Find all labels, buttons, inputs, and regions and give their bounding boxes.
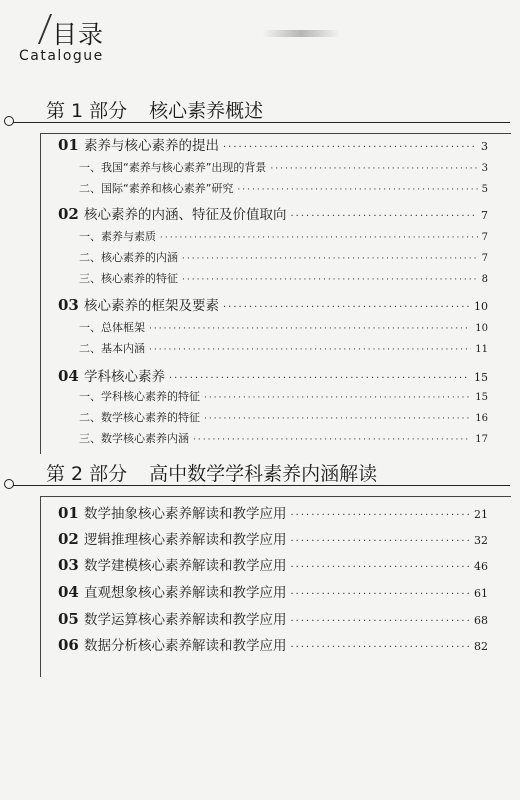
toc-entry[interactable] (58, 634, 488, 654)
part-2-circle-bullet (4, 479, 14, 489)
toc-entry[interactable] (58, 294, 488, 314)
dot-leader (149, 324, 471, 334)
section-number: 05 (58, 610, 79, 628)
page-number: 10 (475, 323, 488, 334)
section-title: 学科核心素养 (84, 369, 165, 385)
subsection-title: 二、核心素养的内涵 (79, 251, 178, 264)
part-heading-2 (0, 459, 520, 499)
subsection-title: 二、国际“素养和核心素养”研究 (79, 182, 234, 195)
toc-subentry[interactable] (79, 340, 488, 356)
page-number: 21 (474, 508, 488, 521)
dot-leader (149, 345, 471, 355)
part-2-rule (10, 485, 510, 486)
dot-leader (291, 211, 478, 222)
toc-entry[interactable] (58, 528, 488, 548)
section-number: 04 (58, 583, 79, 601)
subsection-title: 三、核心素养的特征 (79, 272, 178, 285)
toc-entry[interactable] (58, 134, 488, 154)
section-number: 04 (58, 367, 79, 385)
part-2-title: 高中数学学科素养内涵解读 (149, 463, 378, 485)
page-number: 46 (474, 560, 488, 573)
toc-subentry[interactable] (79, 249, 488, 265)
part-heading-1 (0, 96, 520, 136)
toc-entry[interactable] (58, 581, 488, 601)
section-number: 02 (58, 530, 79, 548)
toc-subentry[interactable] (79, 180, 488, 196)
toc-entry[interactable] (58, 365, 488, 385)
subsection-title: 一、学科核心素养的特征 (79, 390, 200, 403)
section-title: 数学运算核心素养解读和教学应用 (84, 612, 287, 628)
subsection-title: 一、素养与素质 (79, 230, 156, 243)
page-number: 16 (475, 413, 488, 424)
scan-smudge (262, 30, 340, 37)
subsection-title: 二、基本内涵 (79, 342, 145, 355)
page-number: 7 (481, 209, 488, 222)
dot-leader (237, 185, 477, 195)
dot-leader (291, 562, 471, 573)
page-number: 15 (474, 371, 488, 384)
page-number: 10 (474, 300, 488, 313)
page-number: 7 (481, 232, 488, 243)
part-1-heading-text (46, 96, 263, 123)
toc-subentry[interactable] (79, 319, 488, 335)
toc-entry[interactable] (58, 554, 488, 574)
section-number: 01 (58, 504, 79, 522)
page-number: 8 (481, 274, 488, 285)
section-number: 03 (58, 296, 79, 314)
page-title: 目录 (52, 20, 105, 49)
dot-leader (291, 510, 471, 521)
dot-leader (270, 164, 477, 174)
dot-leader (223, 142, 477, 153)
page-number: 15 (475, 392, 488, 403)
dot-leader (291, 536, 471, 547)
page-subtitle: Catalogue (19, 48, 104, 64)
section-title: 核心素养的内涵、特征及价值取向 (84, 207, 287, 223)
subsection-title: 一、我国“素养与核心素养”出现的背景 (79, 161, 267, 174)
dot-leader (223, 302, 470, 313)
section-title: 数据分析核心素养解读和教学应用 (84, 638, 287, 654)
part-1-circle-bullet (4, 116, 14, 126)
section-number: 02 (58, 205, 79, 223)
header-slash-decoration (38, 14, 52, 44)
dot-leader (291, 642, 471, 653)
part-1-label: 第 1 部分 (46, 100, 128, 122)
toc-entry[interactable] (58, 203, 488, 223)
toc-subentry[interactable] (79, 409, 488, 425)
dot-leader (182, 254, 478, 264)
section-number: 01 (58, 136, 79, 154)
page-number: 3 (481, 140, 488, 153)
subsection-title: 三、数学核心素养内涵 (79, 432, 189, 445)
section-title: 数学抽象核心素养解读和教学应用 (84, 506, 287, 522)
page-number: 11 (475, 344, 488, 355)
dot-leader (204, 393, 471, 403)
page-number: 7 (481, 253, 488, 264)
page-number: 32 (474, 534, 488, 547)
section-title: 逻辑推理核心素养解读和教学应用 (84, 532, 287, 548)
section-number: 06 (58, 636, 79, 654)
dot-leader (204, 414, 471, 424)
part-2-label: 第 2 部分 (46, 463, 128, 485)
part-2-heading-text (46, 459, 377, 486)
part-1-rule (10, 122, 510, 123)
dot-leader (193, 435, 471, 445)
subsection-title: 二、数学核心素养的特征 (79, 411, 200, 424)
page-number: 17 (475, 434, 488, 445)
toc-entry[interactable] (58, 502, 488, 522)
dot-leader (291, 589, 471, 600)
subsection-title: 一、总体框架 (79, 321, 145, 334)
section-title: 素养与核心素养的提出 (84, 138, 219, 154)
page-number: 68 (474, 614, 488, 627)
toc-subentry[interactable] (79, 228, 488, 244)
dot-leader (160, 233, 478, 243)
toc-subentry[interactable] (79, 270, 488, 286)
toc-subentry[interactable] (79, 388, 488, 404)
page-number: 3 (481, 163, 488, 174)
toc-subentry[interactable] (79, 430, 488, 446)
section-title: 直观想象核心素养解读和教学应用 (84, 585, 287, 601)
dot-leader (169, 373, 470, 384)
page-number: 82 (474, 640, 488, 653)
toc-entry[interactable] (58, 608, 488, 628)
toc-subentry[interactable] (79, 159, 488, 175)
dot-leader (182, 275, 478, 285)
part-1-title: 核心素养概述 (149, 100, 264, 122)
page-number: 61 (474, 587, 488, 600)
section-number: 03 (58, 556, 79, 574)
page-number: 5 (481, 184, 488, 195)
section-title: 核心素养的框架及要素 (84, 298, 219, 314)
dot-leader (291, 616, 471, 627)
section-title: 数学建模核心素养解读和教学应用 (84, 558, 287, 574)
